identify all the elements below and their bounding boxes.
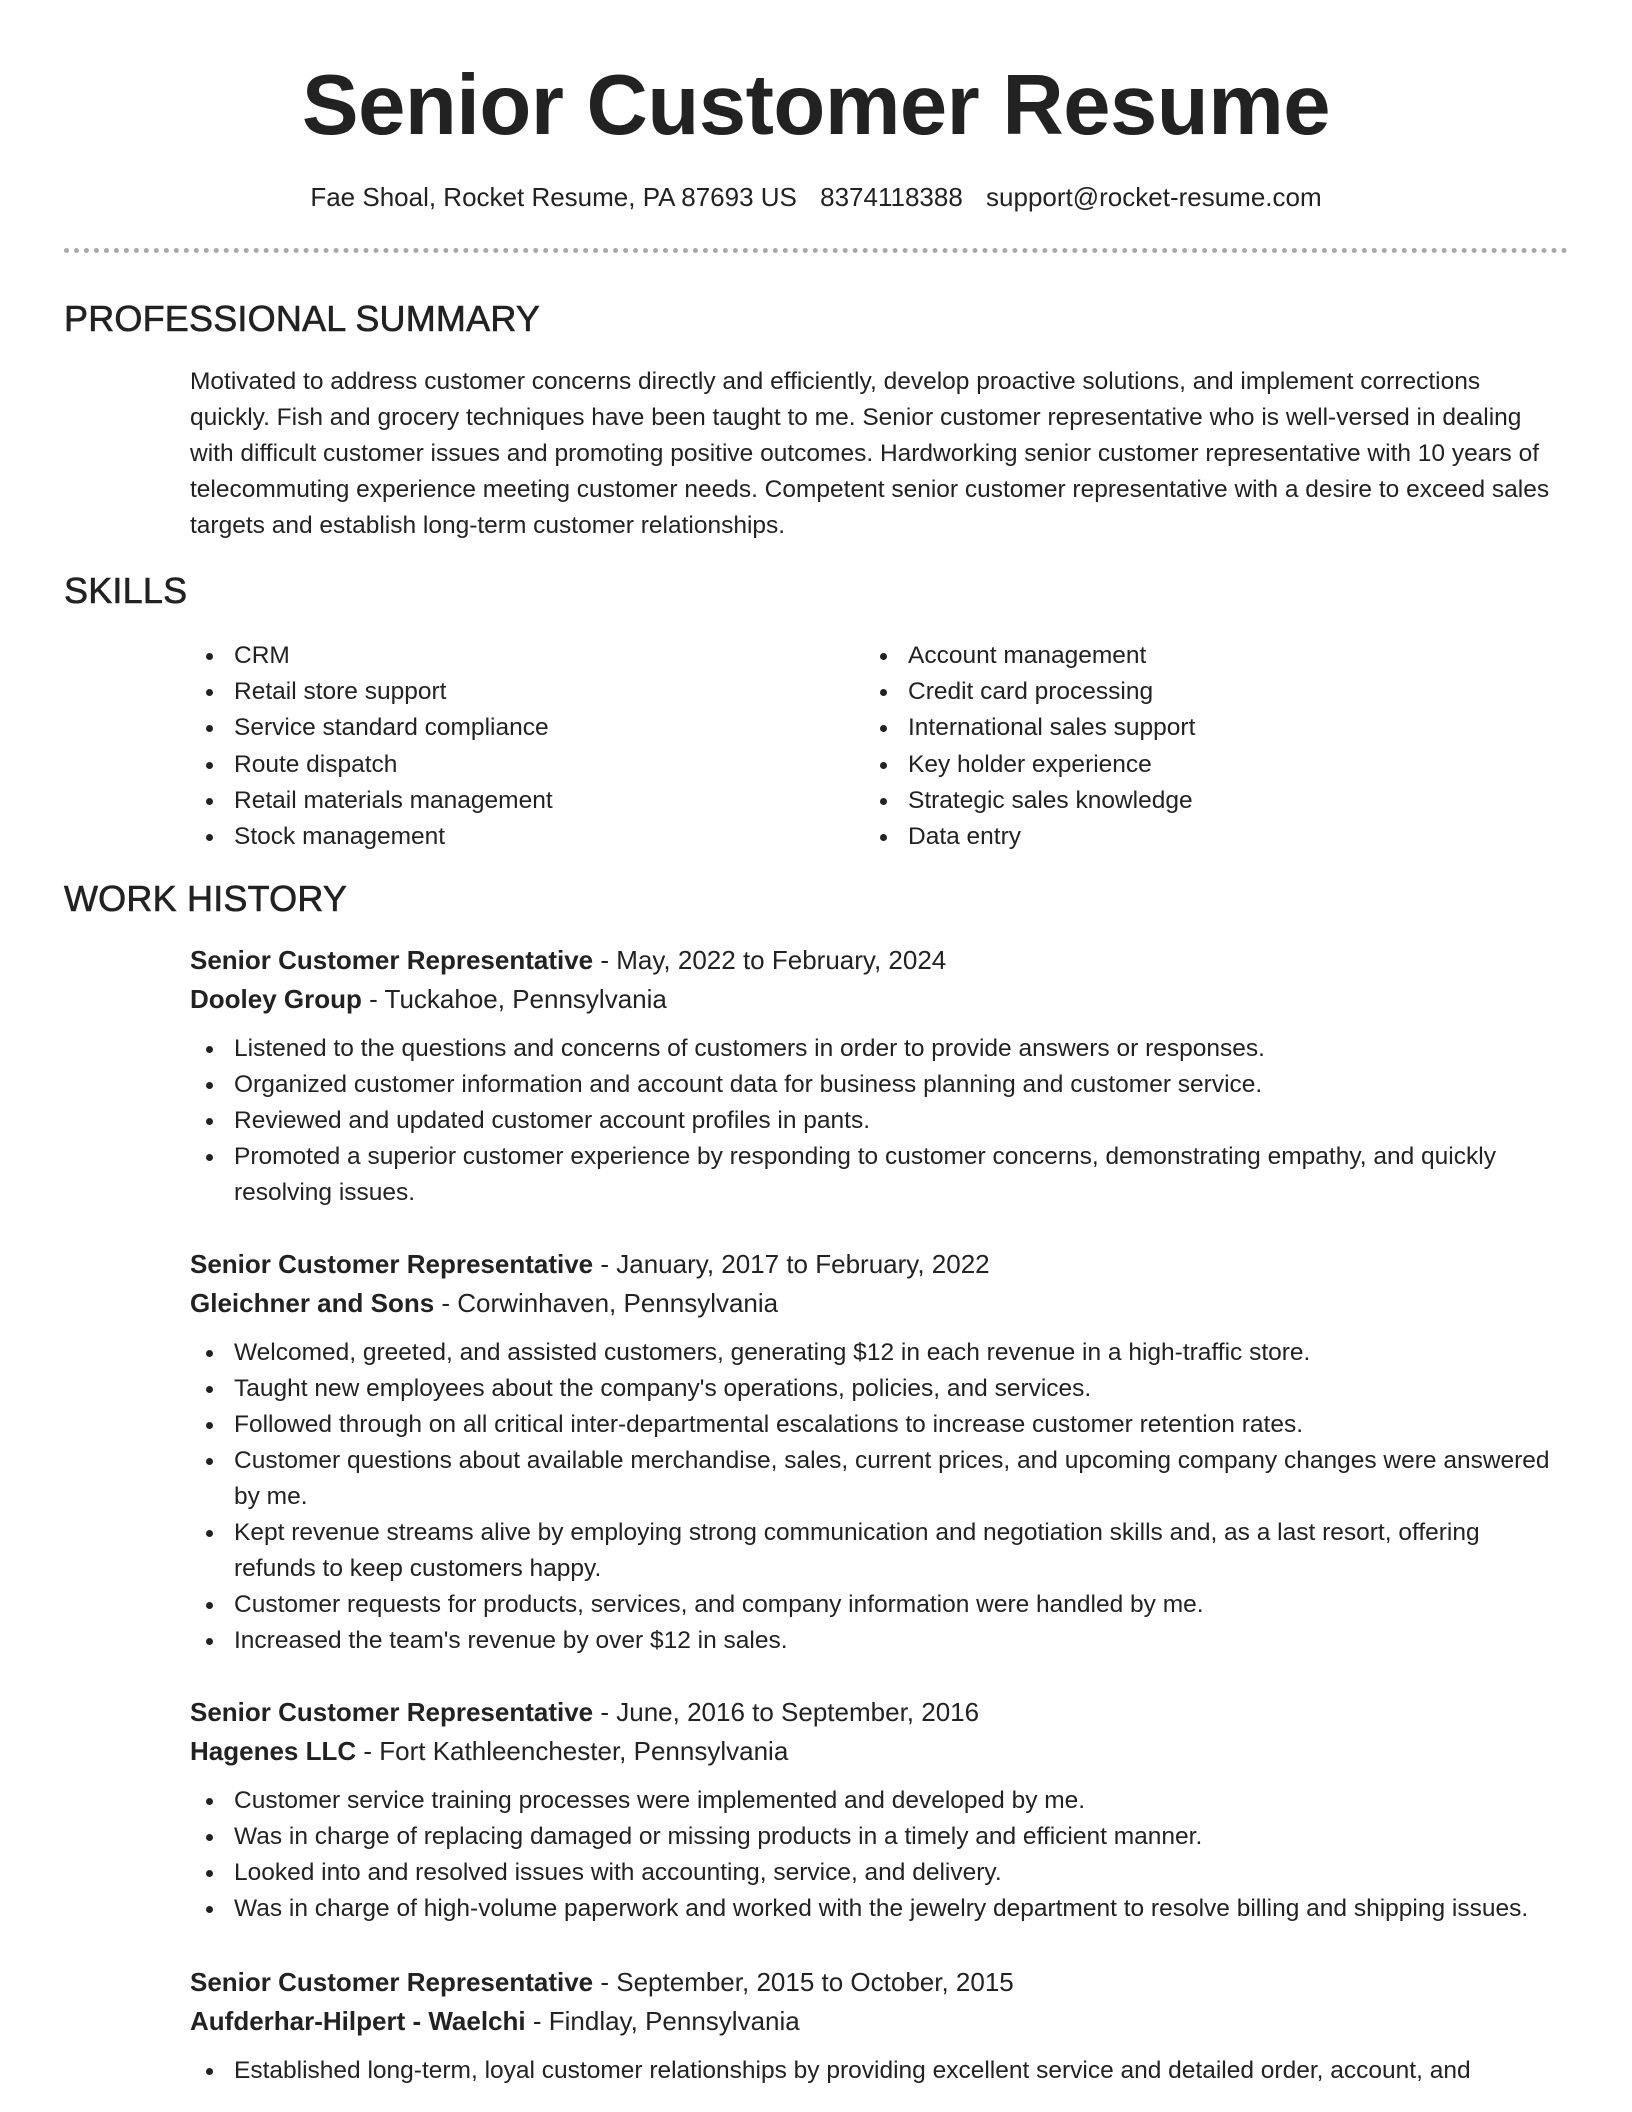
contact-line (64, 180, 1568, 214)
skill-item: CRM (190, 638, 553, 674)
skill-item: Service standard compliance (190, 710, 553, 746)
job-title-line (190, 941, 1568, 980)
job-dates: - June, 2016 to September, 2016 (593, 1697, 980, 1727)
job-title: Senior Customer Representative (190, 1249, 594, 1279)
job-duties-list (190, 1335, 1568, 1659)
duty-item: Listened to the questions and concerns of customers in order to provide answers or responses. (190, 1031, 1568, 1067)
summary-text: Motivated to address customer concerns directly and efficiently, develop proactive solutions, and implement corrections quickly. Fish and grocery techniques have been taught to me. Senior customer representative who is well-versed in dealing with difficult customer issues and promoting positive outcomes. Hardworking senior customer representative with 10 years of telecommuting experience meeting customer needs. Competent senior customer representative with a desire to exceed sales targets and establish long-term customer relationships. (190, 368, 1550, 539)
duty-item: Was in charge of replacing damaged or missing products in a timely and efficient manner. (190, 1819, 1568, 1855)
job-title: Senior Customer Representative (190, 1967, 594, 1997)
skill-item: Data entry (864, 819, 1195, 855)
skill-item: Stock management (190, 819, 553, 855)
skill-item: International sales support (864, 710, 1195, 746)
skill-item: Route dispatch (190, 747, 553, 783)
duty-item: Looked into and resolved issues with accounting, service, and delivery. (190, 1855, 1568, 1891)
skills-heading: SKILLS (64, 570, 188, 611)
job-title-line (190, 1693, 1568, 1732)
duty-item: Welcomed, greeted, and assisted customers, generating $12 in each revenue in a high-traffic store. (190, 1335, 1568, 1371)
duty-item: Established long-term, loyal customer relationships by providing excellent service and detailed order, account, and (190, 2053, 1568, 2089)
job-entry (190, 941, 1568, 1211)
job-duties-list (190, 1783, 1568, 1927)
job-title-line (190, 1963, 1568, 2002)
job-title: Senior Customer Representative (190, 945, 594, 975)
job-dates: - September, 2015 to October, 2015 (593, 1967, 1014, 1997)
job-entry (190, 1693, 1568, 1927)
job-location: - Tuckahoe, Pennsylvania (361, 984, 667, 1014)
job-company-line (190, 1284, 1568, 1323)
job-company-line (190, 980, 1568, 1019)
job-company: Hagenes LLC (190, 1736, 357, 1766)
header-divider (64, 248, 1568, 253)
job-title-line (190, 1245, 1568, 1284)
skill-item: Strategic sales knowledge (864, 783, 1195, 819)
job-location: - Findlay, Pennsylvania (525, 2006, 800, 2036)
skill-item: Retail materials management (190, 783, 553, 819)
job-duties-list (190, 2053, 1568, 2089)
resume-title: Senior Customer Resume (301, 58, 1331, 153)
duty-item: Promoted a superior customer experience by responding to customer concerns, demonstrating empathy, and quickly resolving issues. (190, 1139, 1568, 1211)
job-dates: - May, 2022 to February, 2024 (593, 945, 947, 975)
job-entry (190, 1963, 1568, 2089)
job-title: Senior Customer Representative (190, 1697, 594, 1727)
duty-item: Organized customer information and account data for business planning and customer service. (190, 1067, 1568, 1103)
job-entry (190, 1245, 1568, 1659)
contact-address: Fae Shoal, Rocket Resume, PA 87693 US (310, 182, 797, 212)
job-dates: - January, 2017 to February, 2022 (593, 1249, 990, 1279)
job-company: Gleichner and Sons (190, 1288, 435, 1318)
contact-email: support@rocket-resume.com (986, 182, 1322, 212)
skills-list-left (190, 638, 553, 855)
duty-item: Customer questions about available merchandise, sales, current prices, and upcoming company changes were answered by me. (190, 1443, 1568, 1515)
job-duties-list (190, 1031, 1568, 1211)
duty-item: Taught new employees about the company's operations, policies, and services. (190, 1371, 1568, 1407)
contact-phone: 8374118388 (820, 182, 963, 212)
duty-item: Was in charge of high-volume paperwork and worked with the jewelry department to resolve billing and shipping issues. (190, 1891, 1568, 1927)
duty-item: Customer requests for products, services, and company information were handled by me. (190, 1587, 1568, 1623)
job-company: Dooley Group (190, 984, 362, 1014)
job-location: - Fort Kathleenchester, Pennsylvania (356, 1736, 789, 1766)
resume-page (64, 0, 1568, 2084)
duty-item: Customer service training processes were implemented and developed by me. (190, 1783, 1568, 1819)
job-company-line (190, 1732, 1568, 1771)
skills-list-right (864, 638, 1195, 855)
skill-item: Key holder experience (864, 747, 1195, 783)
duty-item: Followed through on all critical inter-departmental escalations to increase customer retention rates. (190, 1407, 1568, 1443)
duty-item: Increased the team's revenue by over $12 in sales. (190, 1623, 1568, 1659)
duty-item: Reviewed and updated customer account profiles in pants. (190, 1103, 1568, 1139)
work-history-heading: WORK HISTORY (64, 878, 348, 919)
skill-item: Retail store support (190, 674, 553, 710)
skill-item: Account management (864, 638, 1195, 674)
summary-heading: PROFESSIONAL SUMMARY (64, 298, 541, 339)
job-location: - Corwinhaven, Pennsylvania (434, 1288, 779, 1318)
job-company-line (190, 2002, 1568, 2041)
duty-item: Kept revenue streams alive by employing strong communication and negotiation skills and, as a last resort, offering refunds to keep customers happy. (190, 1515, 1568, 1587)
job-company: Aufderhar-Hilpert - Waelchi (190, 2006, 526, 2036)
skill-item: Credit card processing (864, 674, 1195, 710)
